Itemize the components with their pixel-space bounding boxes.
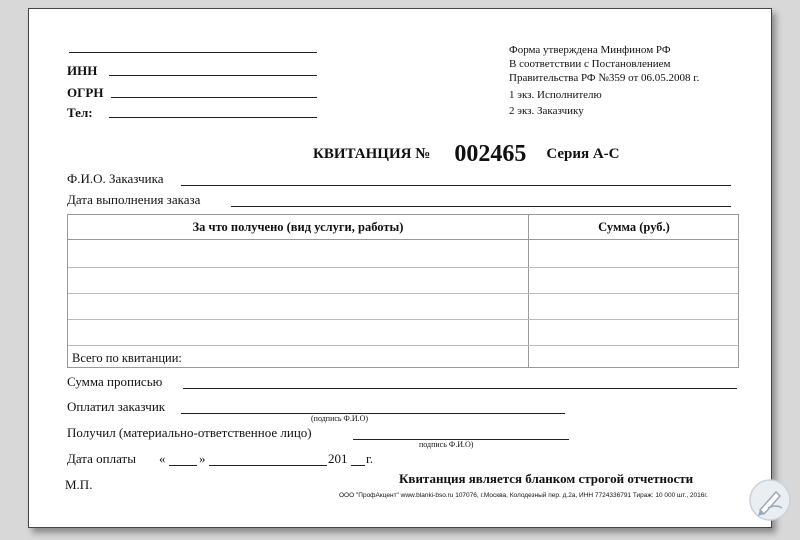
receipt-title: [313, 141, 620, 168]
table-row: [68, 319, 738, 320]
paid-by-signature-hint: (подпись Ф.И.О): [311, 414, 369, 423]
received-by-label: Получил (материально-ответственное лицо): [67, 425, 312, 440]
approval-line-1: Форма утверждена Минфином РФ: [509, 44, 671, 56]
customer-name-line: [181, 185, 731, 186]
table-header-service: За что получено (вид услуги, работы): [192, 220, 404, 234]
ogrn-label: ОГРН: [67, 85, 104, 100]
approval-line-3: Правительства РФ №359 от 06.05.2008 г.: [509, 72, 700, 84]
receipt-title-label: КВИТАНЦИЯ №: [313, 146, 431, 162]
received-by-signature-hint: подпись Ф.И.О): [419, 440, 474, 449]
inn-line: [109, 75, 317, 76]
order-date-label: Дата выполнения заказа: [67, 192, 201, 207]
sum-words-line: [183, 388, 737, 389]
table-row: [68, 345, 738, 346]
order-date-line: [231, 206, 731, 207]
pay-date-day-line: [169, 465, 197, 466]
approval-line-5: 2 экз. Заказчику: [509, 105, 584, 117]
receipt-number: 002465: [454, 141, 527, 167]
tel-label: Тел:: [67, 105, 93, 120]
pay-date-year-prefix: 201: [328, 451, 348, 466]
approval-line-2: В соответствии с Постановлением: [509, 58, 671, 70]
strict-report-note: Квитанция является бланком строгой отчетности: [399, 471, 694, 486]
pay-date-open-quote: «: [159, 451, 166, 466]
pen-watermark-icon: [748, 478, 792, 522]
customer-name-label: Ф.И.О. Заказчика: [67, 171, 164, 186]
stamp-placeholder: М.П.: [65, 477, 93, 492]
sum-words-label: Сумма прописью: [67, 374, 163, 389]
pay-date-close-quote: »: [199, 451, 206, 466]
table-total-label: Всего по квитанции:: [72, 351, 182, 365]
paid-by-label: Оплатил заказчик: [67, 399, 166, 414]
table-header-amount: Сумма (руб.): [598, 220, 670, 234]
services-table: [67, 214, 739, 368]
table-row: [68, 267, 738, 268]
receipt-form: [28, 8, 772, 528]
approval-block: [509, 43, 699, 118]
pay-date-month-line: [209, 465, 327, 466]
ogrn-line: [111, 97, 317, 98]
org-name-line: [69, 52, 317, 53]
paid-by-line: [181, 413, 565, 414]
inn-label: ИНН: [67, 63, 98, 78]
pay-date-label: Дата оплаты: [67, 451, 136, 466]
tel-line: [109, 117, 317, 118]
pay-date-year-suffix: г.: [366, 451, 374, 466]
table-row: [68, 293, 738, 294]
approval-line-4: 1 экз. Исполнителю: [509, 89, 602, 101]
printer-imprint: ООО "ПрофАкцент" www.blanki-bso.ru 107076, г.Москва, Колодезный пер. д.2а, ИНН 7724336791 Тираж: 10 000 шт., 2016г.: [339, 492, 708, 499]
pay-date-year-line: [351, 465, 365, 466]
receipt-series: Серия А-С: [546, 146, 620, 162]
